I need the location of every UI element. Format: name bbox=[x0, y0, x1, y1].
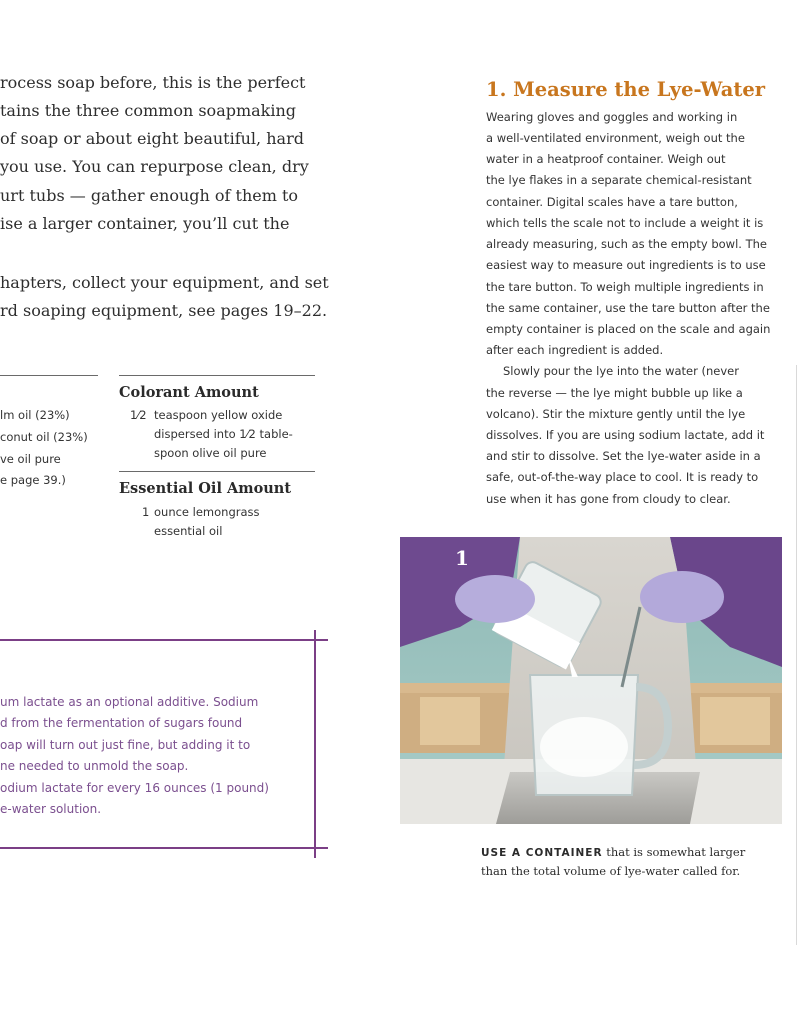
step-body-line: the tare button. To weigh multiple ingredients in bbox=[486, 280, 764, 294]
step-body-line: Wearing gloves and goggles and working in bbox=[486, 110, 738, 124]
step-body-line: use when it has gone from cloudy to clear. bbox=[486, 492, 731, 506]
colorant-line: spoon olive oil pure bbox=[154, 446, 267, 460]
oil-line: ve oil pure bbox=[0, 452, 61, 466]
essential-oil-heading: Essential Oil Amount bbox=[119, 480, 292, 497]
intro-line: of soap or about eight beautiful, hard bbox=[0, 129, 304, 148]
photo-caption-line: than the total volume of lye-water called for. bbox=[481, 864, 741, 878]
step-photo bbox=[400, 537, 782, 824]
intro-line: you use. You can repurpose clean, dry bbox=[0, 157, 309, 176]
note-box-bottom-rule bbox=[0, 847, 328, 849]
step-body-line: water in a heatproof container. Weigh out bbox=[486, 152, 726, 166]
step-body-line: after each ingredient is added. bbox=[486, 343, 664, 357]
oil-line: lm oil (23%) bbox=[0, 408, 70, 422]
step-body-line: already measuring, such as the empty bowl. The bbox=[486, 237, 767, 251]
note-box-side-rule bbox=[314, 630, 316, 858]
colorant-line: teaspoon yellow oxide bbox=[154, 408, 283, 422]
step-body-line: the same container, use the tare button after the bbox=[486, 301, 770, 315]
intro-line: tains the three common soapmaking bbox=[0, 101, 297, 120]
caption-lead: USE A CONTAINER bbox=[481, 847, 603, 859]
step-body-line: dissolves. If you are using sodium lactate, add it bbox=[486, 428, 765, 442]
essential-oil-qty: 1 bbox=[142, 505, 150, 519]
step-body-line: volcano). Stir the mixture gently until the lye bbox=[486, 407, 746, 421]
step-body-line: safe, out-of-the-way place to cool. It is ready to bbox=[486, 470, 759, 484]
photo-caption bbox=[481, 845, 745, 859]
step-body-line: which tells the scale not to include a weight it is bbox=[486, 216, 764, 230]
step-title: 1. Measure the Lye-Water bbox=[486, 78, 766, 101]
colorant-heading: Colorant Amount bbox=[119, 384, 259, 401]
oil-line: conut oil (23%) bbox=[0, 430, 88, 444]
intro-line: rd soaping equipment, see pages 19–22. bbox=[0, 301, 328, 320]
step-body-line: the lye flakes in a separate chemical-resistant bbox=[486, 173, 752, 187]
table-rule bbox=[0, 375, 98, 376]
essential-oil-line: essential oil bbox=[154, 524, 223, 538]
page-edge-divider bbox=[796, 365, 797, 945]
oil-line: e page 39.) bbox=[0, 473, 66, 487]
step-body-line: the reverse — the lye might bubble up like a bbox=[486, 386, 743, 400]
caption-text: that is somewhat larger bbox=[602, 845, 746, 859]
note-line: ne needed to unmold the soap. bbox=[0, 759, 189, 773]
intro-line: rocess soap before, this is the perfect bbox=[0, 73, 306, 92]
step-body-line: Slowly pour the lye into the water (never bbox=[503, 364, 739, 378]
step-body-line: empty container is placed on the scale and again bbox=[486, 322, 771, 336]
note-line: e-water solution. bbox=[0, 802, 102, 816]
colorant-line: dispersed into 1⁄2 table- bbox=[154, 427, 293, 441]
note-line: odium lactate for every 16 ounces (1 pound) bbox=[0, 781, 269, 795]
photo-step-number: 1 bbox=[455, 546, 469, 570]
note-line: oap will turn out just fine, but adding it to bbox=[0, 738, 251, 752]
intro-line: urt tubs — gather enough of them to bbox=[0, 186, 299, 205]
table-rule bbox=[119, 471, 315, 472]
essential-oil-line: ounce lemongrass bbox=[154, 505, 260, 519]
step-body-line: a well-ventilated environment, weigh out the bbox=[486, 131, 745, 145]
intro-line: hapters, collect your equipment, and set bbox=[0, 273, 329, 292]
note-line: d from the fermentation of sugars found bbox=[0, 716, 243, 730]
note-box-top-rule bbox=[0, 639, 328, 641]
step-body-line: container. Digital scales have a tare button, bbox=[486, 195, 738, 209]
step-body-line: easiest way to measure out ingredients is to use bbox=[486, 258, 766, 272]
intro-line: ise a larger container, you’ll cut the bbox=[0, 214, 290, 233]
note-line: um lactate as an optional additive. Sodium bbox=[0, 695, 259, 709]
colorant-fraction: 1⁄2 bbox=[130, 408, 147, 422]
step-body-line: and stir to dissolve. Set the lye-water aside in a bbox=[486, 449, 761, 463]
table-rule bbox=[119, 375, 315, 376]
